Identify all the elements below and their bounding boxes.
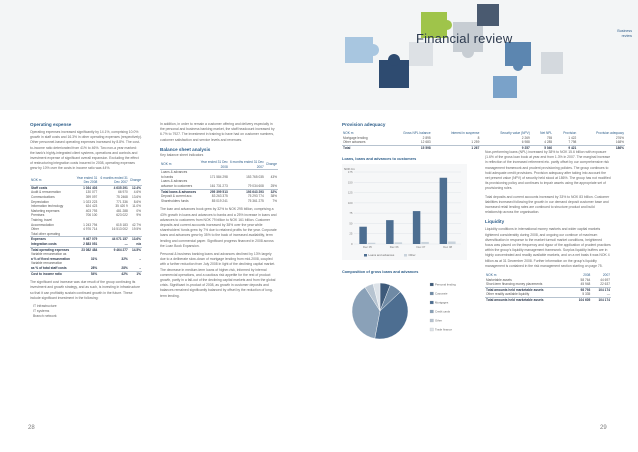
table-cell: 4.6%	[133, 190, 141, 195]
table-cell: —	[606, 292, 610, 297]
legend-swatch	[430, 283, 434, 286]
table-cell: Total	[342, 145, 385, 150]
table-cell: 624 423	[85, 204, 98, 209]
column-4	[485, 150, 611, 303]
table-cell: Cost to income ratio	[30, 271, 71, 276]
table-header-cell: 6 months ended 31 Dec 2007	[100, 175, 128, 185]
operating-expense-table-body	[30, 185, 142, 276]
table-cell: 5 040	[531, 145, 553, 150]
table-cell: Expenses	[30, 237, 71, 242]
table-cell: 1 259	[471, 140, 480, 145]
liquidity-heading: Liquidity	[485, 219, 505, 225]
table-cell: 295 399 513	[197, 189, 229, 194]
table-cell: 4 285	[544, 140, 553, 145]
loans-chart-heading: Loans, loans and advances to customers	[342, 157, 417, 162]
section-label-line2: review	[621, 34, 632, 38]
table-cell: 75 361 275	[247, 198, 264, 203]
bar-other	[448, 242, 455, 244]
table-cell: 42.7%	[131, 222, 141, 227]
table-cell: 1%	[129, 271, 142, 276]
y-tick-label: 75	[349, 211, 353, 216]
table-cell: 0%	[136, 208, 141, 213]
table-cell: Total operating expenses	[31, 247, 70, 252]
operating-expense-paragraph: Operating expenses increased significantly by 14.1%, comprising 10.0% growth in staff costs and 16.3% in other operating expenses (respectively). Other personnel-based operating expenses increased by 8.8%. The cost-to-income ratio deteriorated from 41% to 46%. Two non-a year marked: the bank's highly-integrated client systems, operations and controls and investment expense of significant overall expansion. Excluding the effect of restructuring integration costs incurred in 2008, operating expenses grew by 10% over the costs in income ratio was 44%.	[30, 130, 142, 171]
table-cell: Variable remuneration	[31, 261, 63, 266]
table-cell: 104 174	[591, 298, 611, 303]
table-header-cell: Provision	[563, 131, 577, 135]
table-cell: 186%	[577, 145, 625, 150]
deposits-paragraph: Total deposits and current accounts increased by 33% to NOK 83 billion. Customer liabilities increased following the growth in our demand deposit customer base and increased retail lending rates are continued to structure product and build relationship across the organisation.	[485, 194, 610, 215]
table-cell: 12 683	[420, 140, 431, 145]
table-cell: 7%	[272, 198, 277, 203]
table-cell: 58 764	[580, 277, 591, 282]
legend-label: Corporate	[435, 291, 448, 296]
table-cell: 79 034 608	[247, 183, 264, 188]
puzzle-piece-light-blue	[345, 37, 379, 63]
bar-other	[421, 242, 428, 244]
list-item: IT systems	[33, 309, 50, 314]
column-2	[160, 122, 278, 299]
puzzle-piece-blue-bottom	[493, 76, 517, 98]
table-cell: Total amounts held marketable assets	[485, 287, 572, 292]
table-cell: 168%	[615, 140, 624, 145]
table-cell: 1 267	[432, 145, 481, 150]
table-row	[160, 184, 278, 189]
table-cell: to banks	[161, 174, 174, 179]
table-cell: 9 421	[553, 145, 577, 150]
legend-swatch	[430, 328, 434, 331]
table-header-cell: 2007	[602, 273, 610, 278]
x-tick-label: Dec 05	[362, 245, 372, 250]
operating-expense-table	[30, 176, 142, 276]
table-cell: 16 513 002	[111, 227, 128, 232]
bar-loans	[359, 227, 366, 244]
table-header-cell: NOK m	[486, 273, 497, 278]
table-cell: 9 257	[480, 145, 530, 150]
table-cell: 44 071 157	[98, 237, 129, 242]
loans-bar-chart	[342, 164, 467, 260]
table-cell: Training, travel	[31, 217, 52, 222]
puzzle-piece-navy	[379, 54, 409, 88]
balance-sheet-table	[160, 160, 278, 203]
table-cell: 14.5%	[129, 247, 142, 252]
table-header-cell: Provision adequacy	[596, 131, 624, 135]
legend-label: Other	[435, 318, 442, 323]
y-tick-label: 125	[347, 190, 353, 195]
table-cell: Other advances	[343, 140, 366, 145]
liquidity-table-body	[485, 278, 611, 303]
table-cell: Total loans & advances	[161, 189, 197, 194]
table-cell: 8	[477, 135, 480, 140]
table-cell: –	[139, 265, 141, 270]
x-tick-label: Dec 07	[416, 245, 426, 250]
table-cell: 32%	[121, 256, 128, 261]
provision-adequacy-heading: Provision adequacy	[342, 122, 386, 127]
table-cell: 171 584 298	[210, 174, 228, 179]
legend-swatch	[430, 319, 434, 322]
investment-paragraph: The significant cost increase was due result of the group continuing its investment and growth strategy, and as such, is investing in infrastructure so that it can profitably sustain continued growth in the future. These include significant investment in the following:	[30, 280, 140, 300]
table-cell: 615 183	[116, 222, 128, 227]
table-cell: 25%	[270, 183, 277, 188]
section-label	[602, 29, 632, 39]
provision-adequacy-table	[342, 131, 625, 150]
bar-loans	[386, 221, 393, 245]
table-cell: 7 798	[568, 140, 577, 145]
table-cell: 104 605	[572, 298, 592, 303]
y-tick-label: 50	[349, 221, 353, 226]
table-header-cell: Year ended 31 Dec 2008	[200, 160, 228, 169]
table-cell: 11.0%	[132, 204, 141, 209]
table-header-row	[30, 176, 142, 186]
table-cell: Integration costs	[31, 241, 57, 246]
table-cell: Information technology	[31, 204, 64, 209]
table-header-cell: Gross NPL balance	[403, 131, 431, 135]
table-cell: 104 174	[591, 287, 611, 292]
table-cell: 193 643 293	[229, 189, 265, 194]
table-cell: 42%	[98, 271, 129, 276]
bar-loans	[440, 178, 447, 244]
table-cell: 2 895	[422, 135, 431, 140]
legend-label: Loans and advances	[368, 253, 395, 258]
table-cell: Shareholders funds	[161, 198, 189, 203]
table-cell: Other	[31, 227, 39, 232]
table-cell: 85 019 241	[211, 198, 228, 203]
operating-expense-heading: Operating expense	[30, 122, 72, 127]
table-cell: 28%	[90, 265, 98, 270]
loan-book-paragraph: The loan and advances book grew by 32% to NOK 295 billion, comprising a 43% growth in loans and advances to banks and a 25% increase in loans and advances to customers from NOK 79 billion to NOK 161 billion. Customer deposits and current accounts increased by 38% over the year while shareholders' funds grew by 7% due to retained profits for the year. Corporate loans and advances grew by 35% to the back of increased availability, term lending and commercial paper. Significant progress financed in 2008 across the Loan Book Expansion.	[160, 207, 277, 248]
table-header-cell: NOK m	[343, 131, 354, 135]
table-cell: Variable remuneration as	[31, 252, 67, 257]
table-cell: 5 335	[582, 292, 591, 297]
x-tick-label: Dec 08	[443, 245, 453, 250]
table-cell: 9 464 277	[98, 247, 129, 252]
table-cell: Depreciation	[31, 199, 49, 204]
legend-swatch	[404, 254, 407, 257]
legend-swatch	[364, 254, 367, 257]
table-cell: 276%	[615, 135, 624, 140]
composition-pie-heading: Composition of gross loans and advances	[342, 270, 419, 275]
x-tick-label: Dec 06	[389, 245, 399, 250]
table-cell: 399 097	[85, 195, 98, 199]
table-cell: —	[124, 241, 128, 246]
table-cell: 83 263 375	[211, 194, 228, 199]
table-cell: 755	[546, 135, 553, 140]
section-label-line1: Business	[617, 29, 632, 33]
table-cell: 1 243 794	[83, 222, 98, 227]
table-header-cell: Year ended 31 Dec 2008	[76, 175, 98, 185]
table-cell: 623 022	[116, 213, 128, 218]
table-header-cell: Change	[265, 162, 277, 167]
table-cell: Accommodation	[31, 222, 54, 227]
table-cell: 2 883 051	[83, 241, 98, 246]
bar-other	[395, 243, 402, 245]
personal-banking-paragraph: Personal & business banking loans and advances declined by 13% largely due to a deliberate slow-down of mortgage lending from mid-2008, coupled with a further reduction from July 2008 in light of the declining capital market. The decrease in medium-term loans of higher-risk, informed by internal commercial operations, and a cautious risk appetite for the rest of product growth, partly in a fall-out of the declining capital markets and from the global crisis. Significant in-product of 2008, as growth in customer deposits and balances remained significantly balanced by offset by the reduction of long-term lending.	[160, 251, 276, 298]
table-cell: 130 077	[85, 190, 98, 195]
balance-sheet-subheading: Key balance sheet indicators	[160, 152, 204, 157]
pie-area	[342, 275, 467, 345]
table-cell: 6 988	[521, 140, 530, 145]
y-tick-label: 150	[347, 180, 353, 185]
legend-swatch	[430, 310, 434, 313]
balance-sheet-heading: Balance sheet analysis	[160, 146, 211, 152]
table-header-row	[160, 160, 278, 170]
table-cell: 1 034 403	[71, 185, 98, 190]
y-axis-label: NOK bn	[344, 167, 355, 172]
puzzle-pieces-graphic	[325, 2, 575, 110]
table-cell: –	[139, 256, 141, 261]
table-cell: 771 336	[116, 199, 128, 204]
table-header-cell: Security value (NPV)	[500, 131, 530, 135]
table-cell: Staff costs	[30, 185, 71, 190]
puzzle-piece-mid-blue	[505, 42, 531, 71]
y-tick-label: 175	[347, 170, 353, 175]
table-cell: 15 598	[385, 145, 432, 150]
table-cell: 75 2468	[116, 195, 128, 199]
y-tick-label: 25	[349, 232, 353, 237]
table-cell: 31%	[90, 256, 98, 261]
table-cell: Other readily available liquidity	[486, 292, 530, 297]
table-cell: 161 731 273	[210, 183, 228, 188]
table-cell: advance to customers	[161, 183, 193, 188]
list-item: Branch network	[33, 314, 57, 319]
y-tick-label: 0	[350, 242, 353, 247]
table-row	[30, 271, 142, 276]
table-cell: 4 976 714	[83, 227, 98, 232]
table-cell: Communications	[31, 195, 55, 199]
table-cell: 45 948	[580, 282, 591, 287]
table-cell: 35 420 9	[115, 204, 128, 209]
table-cell: Total amounts held marketable assets	[485, 298, 572, 303]
left-page-number: 28	[28, 425, 35, 431]
table-cell: 2 269	[521, 135, 530, 140]
legend-label: Credit cards	[435, 309, 451, 314]
legend-label: Mortgages	[435, 300, 449, 305]
table-cell: a % of fixed remuneration	[31, 256, 70, 261]
puzzle-piece-light-grey	[541, 52, 563, 74]
balance-sheet-table-body	[160, 170, 278, 204]
table-cell: Marketable assets	[486, 277, 512, 282]
table-header-cell: 2008	[583, 273, 591, 278]
table-cell: 403 793	[85, 208, 98, 213]
y-tick-label: 100	[347, 201, 353, 206]
table-cell: 32%	[265, 189, 278, 194]
table-row	[485, 298, 611, 303]
table-row	[160, 199, 278, 204]
table-cell: 13.6%	[131, 195, 141, 199]
table-cell: 43%	[270, 174, 277, 179]
table-header-cell: Change	[129, 177, 141, 182]
page-title: Financial review	[416, 31, 513, 46]
table-cell: n/a	[136, 241, 141, 246]
table-cell: Total other operating	[31, 231, 61, 236]
puzzle-piece-dark-top	[477, 4, 499, 26]
table-cell: 44 697	[600, 277, 610, 282]
liquidity-table	[485, 273, 611, 303]
header-band	[0, 0, 638, 110]
table-cell: 13.6%	[129, 237, 142, 242]
table-cell: 1 422	[568, 135, 577, 140]
table-cell: Deposit & current acc.	[161, 194, 193, 199]
table-cell: 153 765 035	[246, 174, 264, 179]
list-item: IT infrastructure	[33, 303, 57, 308]
table-cell: 66 970	[118, 190, 128, 195]
npl-paragraph: Non-performing loans (NPL) increased by 38% to NOK 15.6 billion with exposure (1.6% of the gross loan book at year-end from 1.3% in 2007. The marginal increase in reflection of the increased retirement etc. partly offset by our comprehensive risk management framework and prudent provisioning policies. The group continues to hold adequate credit provisions. Provision adequacy after taking into account the net present value (NPV) of security held stood at 186%. The group has not modified its provisioning policy and continues to impair assets using the appropriate set of provisioning rules.	[485, 150, 611, 191]
table-cell: 98 793	[572, 287, 592, 292]
table-cell: Audit & remuneration	[31, 190, 61, 195]
table-cell: 8.6%	[133, 199, 141, 204]
table-cell: 23 082 484	[71, 247, 98, 252]
table-cell: 9%	[136, 213, 141, 218]
column-1	[30, 122, 142, 320]
table-cell: Mortgage lending	[343, 135, 368, 140]
table-row	[30, 242, 142, 247]
table-header-cell: NOK m	[161, 162, 172, 167]
composition-pie-chart	[342, 275, 467, 345]
table-cell: Loans & advances	[161, 179, 188, 184]
table-cell: 481 288	[116, 208, 128, 213]
bar-other	[368, 243, 375, 244]
table-cell: 28%	[121, 265, 128, 270]
legend-swatch	[430, 301, 434, 304]
bar-loans	[413, 211, 420, 244]
provision-adequacy-table-body	[342, 136, 625, 151]
table-row	[30, 195, 142, 200]
table-cell: Premises	[31, 213, 45, 218]
table-cell: 22 637	[600, 282, 610, 287]
table-cell: 54%	[71, 271, 98, 276]
table-cell: 706 100	[85, 213, 98, 218]
legend-label: Other	[408, 253, 416, 258]
liquidity-paragraph: Liquidity conditions in international money markets and wider capital markets tightened considerably during 2008, and ongoing our continue of maximum diversification in response to the market turmoil market conditions, heightened focus was placed on the frequency and rigour of the application of prudent practices within the group's liquidity management framework. Surplus liquidity buffers are in highly concentrated and readily available markets, and on a net basis it was NOK 4 billion as at 31 December 2008. Further information on the group's liquidity management is contained in the risk management section starting on page 75.	[485, 227, 611, 268]
table-cell: 38%	[270, 194, 277, 199]
table-cell: Marketing expenses	[31, 208, 60, 213]
investment-bullets	[30, 304, 142, 320]
legend-label: Personal lending	[435, 282, 456, 287]
legend-swatch	[430, 292, 434, 295]
table-cell: as % of total staff costs	[31, 265, 67, 270]
table-header-cell: Interest in suspense	[450, 131, 480, 135]
table-cell: Loans & advances	[160, 170, 197, 175]
legend-label: Trade finance	[435, 327, 452, 332]
table-header-cell: 6 months ended 31 Dec 2007	[229, 160, 264, 169]
table-cell: 75 293 774	[247, 194, 264, 199]
right-page-number: 29	[600, 425, 607, 431]
table-cell: Short-term financing money placements	[486, 282, 543, 287]
table-cell: 19.5%	[131, 227, 141, 232]
table-header-cell: Net NPL	[540, 131, 553, 135]
table-cell: 1 023 223	[83, 199, 98, 204]
headcount-paragraph: In addition, in order to remain a customer offering and delivery especially in the personal and business banking market, the staff headcount increased by 6.7% to 7927. The investment in training to have had on customer numbers, customer satisfaction and service levels and revenues.	[160, 122, 275, 142]
table-cell: 12.4%	[129, 185, 142, 190]
table-header-cell: NOK m	[31, 177, 42, 182]
table-cell: 9 467 079	[71, 237, 98, 242]
table-cell: 4 635 291	[98, 185, 129, 190]
